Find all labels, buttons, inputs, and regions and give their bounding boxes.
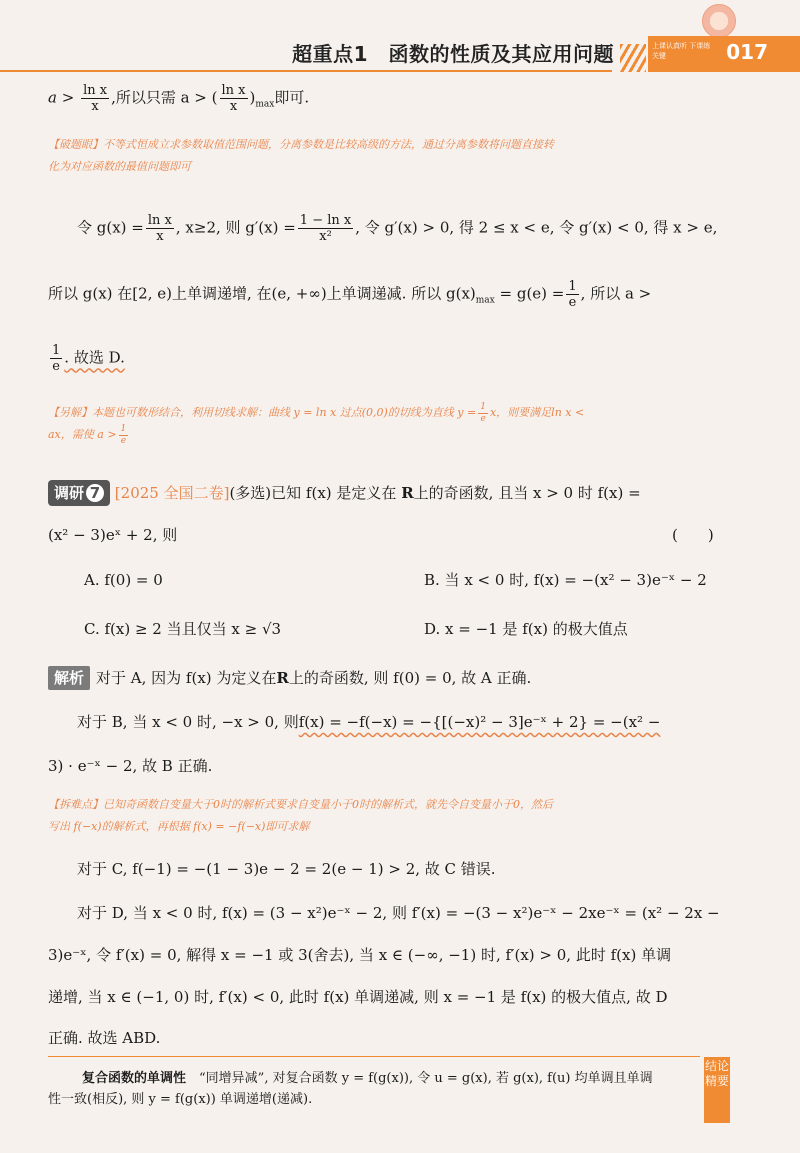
header-stripes xyxy=(620,44,646,72)
flower-emblem-icon xyxy=(702,4,736,38)
solution-c: 对于 C, f(−1) = −(1 − 3)e − 2 = 2(e − 1) > 2, 故 C 错误. xyxy=(77,860,496,878)
header-rule xyxy=(0,70,612,72)
problem-source: [2025 全国二卷] xyxy=(114,484,230,502)
note-chainandian-line2: 写出 f(−x)的解析式，再根据 f(x) = −f(−x)即可求解 xyxy=(48,820,310,833)
solution-d-line3: 递增, 当 x ∈ (−1, 0) 时, f′(x) < 0, 此时 f(x) 单调递减, 则 x = −1 是 f(x) 的极大值点, 故 D xyxy=(48,988,668,1006)
page-number: 017 xyxy=(726,40,768,64)
conclusion-keyword: 复合函数的单调性 xyxy=(82,1071,187,1086)
header-slogan: 上课认真听 下课练关键 xyxy=(652,42,711,60)
note-poti: 【破题眼】不等式恒成立求参数取值范围问题，分离参数是比较高级的方法，通过分离参数将问题直接转 xyxy=(48,138,554,151)
option-c: C. f(x) ≥ 2 当且仅当 x ≥ √3 xyxy=(84,620,282,638)
note-lingjie-line2: ax，需使 a > $\frac{1}{e}$ xyxy=(48,423,127,446)
wavy-underline xyxy=(110,108,315,119)
answer-paren: ( ) xyxy=(672,526,714,544)
conclusion-side-tab: 结论精要 xyxy=(704,1057,730,1123)
survey-badge: 调研 7 xyxy=(48,480,110,506)
solution-a: 解析 对于 A, 因为 f(x) 为定义在R上的奇函数, 则 f(0) = 0, 故 A 正确. xyxy=(48,666,531,690)
problem-stem: 调研 7 [2025 全国二卷](多选)已知 f(x) 是定义在 R上的奇函数, 且当 x > 0 时 f(x) = xyxy=(48,480,641,506)
option-d: D. x = −1 是 f(x) 的极大值点 xyxy=(424,620,628,638)
note-chainandian: 【拆难点】已知奇函数自变量大于0时的解析式要求自变量小于0时的解析式，就先令自变量小于0，然后 xyxy=(48,798,553,811)
solution-d-line4: 正确. 故选 ABD. xyxy=(48,1029,161,1047)
solution-d: 对于 D, 当 x < 0 时, f(x) = (3 − x²)e⁻ˣ − 2, 则 f′(x) = −(3 − x²)e⁻ˣ − 2xe⁻ˣ = (x² − 2x − xyxy=(77,904,720,922)
text-line-1: a > $\frac{\text{ln x}}{x}$ ,所以只需 a > ( $\frac{\text{ln x}}{x}$ )$_{max}$即可. xyxy=(48,83,310,114)
solution-b: 对于 B, 当 x < 0 时, −x > 0, 则f(x) = −f(−x) = −{[(−x)² − 3]e⁻ˣ + 2} = −(x² − xyxy=(77,713,661,731)
conclusion-box: 复合函数的单调性 “同增异减”, 对复合函数 y = f(g(x)), 令 u = g(x), 若 g(x), f(u) 均单调且单调 性一致(相反), 则 y = f(g(x)) 单调递增(递减). xyxy=(48,1071,653,1107)
footer-rule xyxy=(48,1056,700,1057)
solution-b-line2: 3) · e⁻ˣ − 2, 故 B 正确. xyxy=(48,757,213,775)
solution-badge: 解析 xyxy=(48,666,90,690)
note-lingjie: 【另解】本题也可数形结合，利用切线求解：曲线 y = ln x 过点(0,0)的切线为直线 y = $\frac{1}{e}$ x，则要满足ln x < xyxy=(48,401,585,424)
text-line-3: 所以 g(x) 在[2, e)上单调递增, 在(e, +∞)上单调递减. 所以 $g(x)_{max} = g(e)$ = $\frac{1}{e}$ , 所以 a > xyxy=(48,279,652,310)
text-line-2: 令 g(x) = $\frac{\text{ln x}}{x}$ , x≥2, 则 g′(x) = $\frac{\text{1 − ln x}}{\text{x²}}$ , 令 g′(x) > 0, 得 2 ≤ x < e, 令 g′(x) < 0, 得 x > e, xyxy=(77,213,718,244)
solution-d-line2: 3)e⁻ˣ, 令 f′(x) = 0, 解得 x = −1 或 3(舍去), 当 x ∈ (−∞, −1) 时, f′(x) > 0, 此时 f(x) 单调 xyxy=(48,946,672,964)
page-header xyxy=(0,0,800,74)
note-poti-line2: 化为对应函数的最值问题即可 xyxy=(48,160,191,173)
problem-stem-line2: (x² − 3)eˣ + 2, 则 xyxy=(48,526,178,544)
chapter-title: 超重点1 函数的性质及其应用问题 xyxy=(292,42,614,66)
option-b: B. 当 x < 0 时, f(x) = −(x² − 3)e⁻ˣ − 2 xyxy=(424,571,707,589)
option-a: A. f(0) = 0 xyxy=(84,571,163,589)
text-line-4: $\frac{1}{e}$ . 故选 D. xyxy=(52,343,125,374)
